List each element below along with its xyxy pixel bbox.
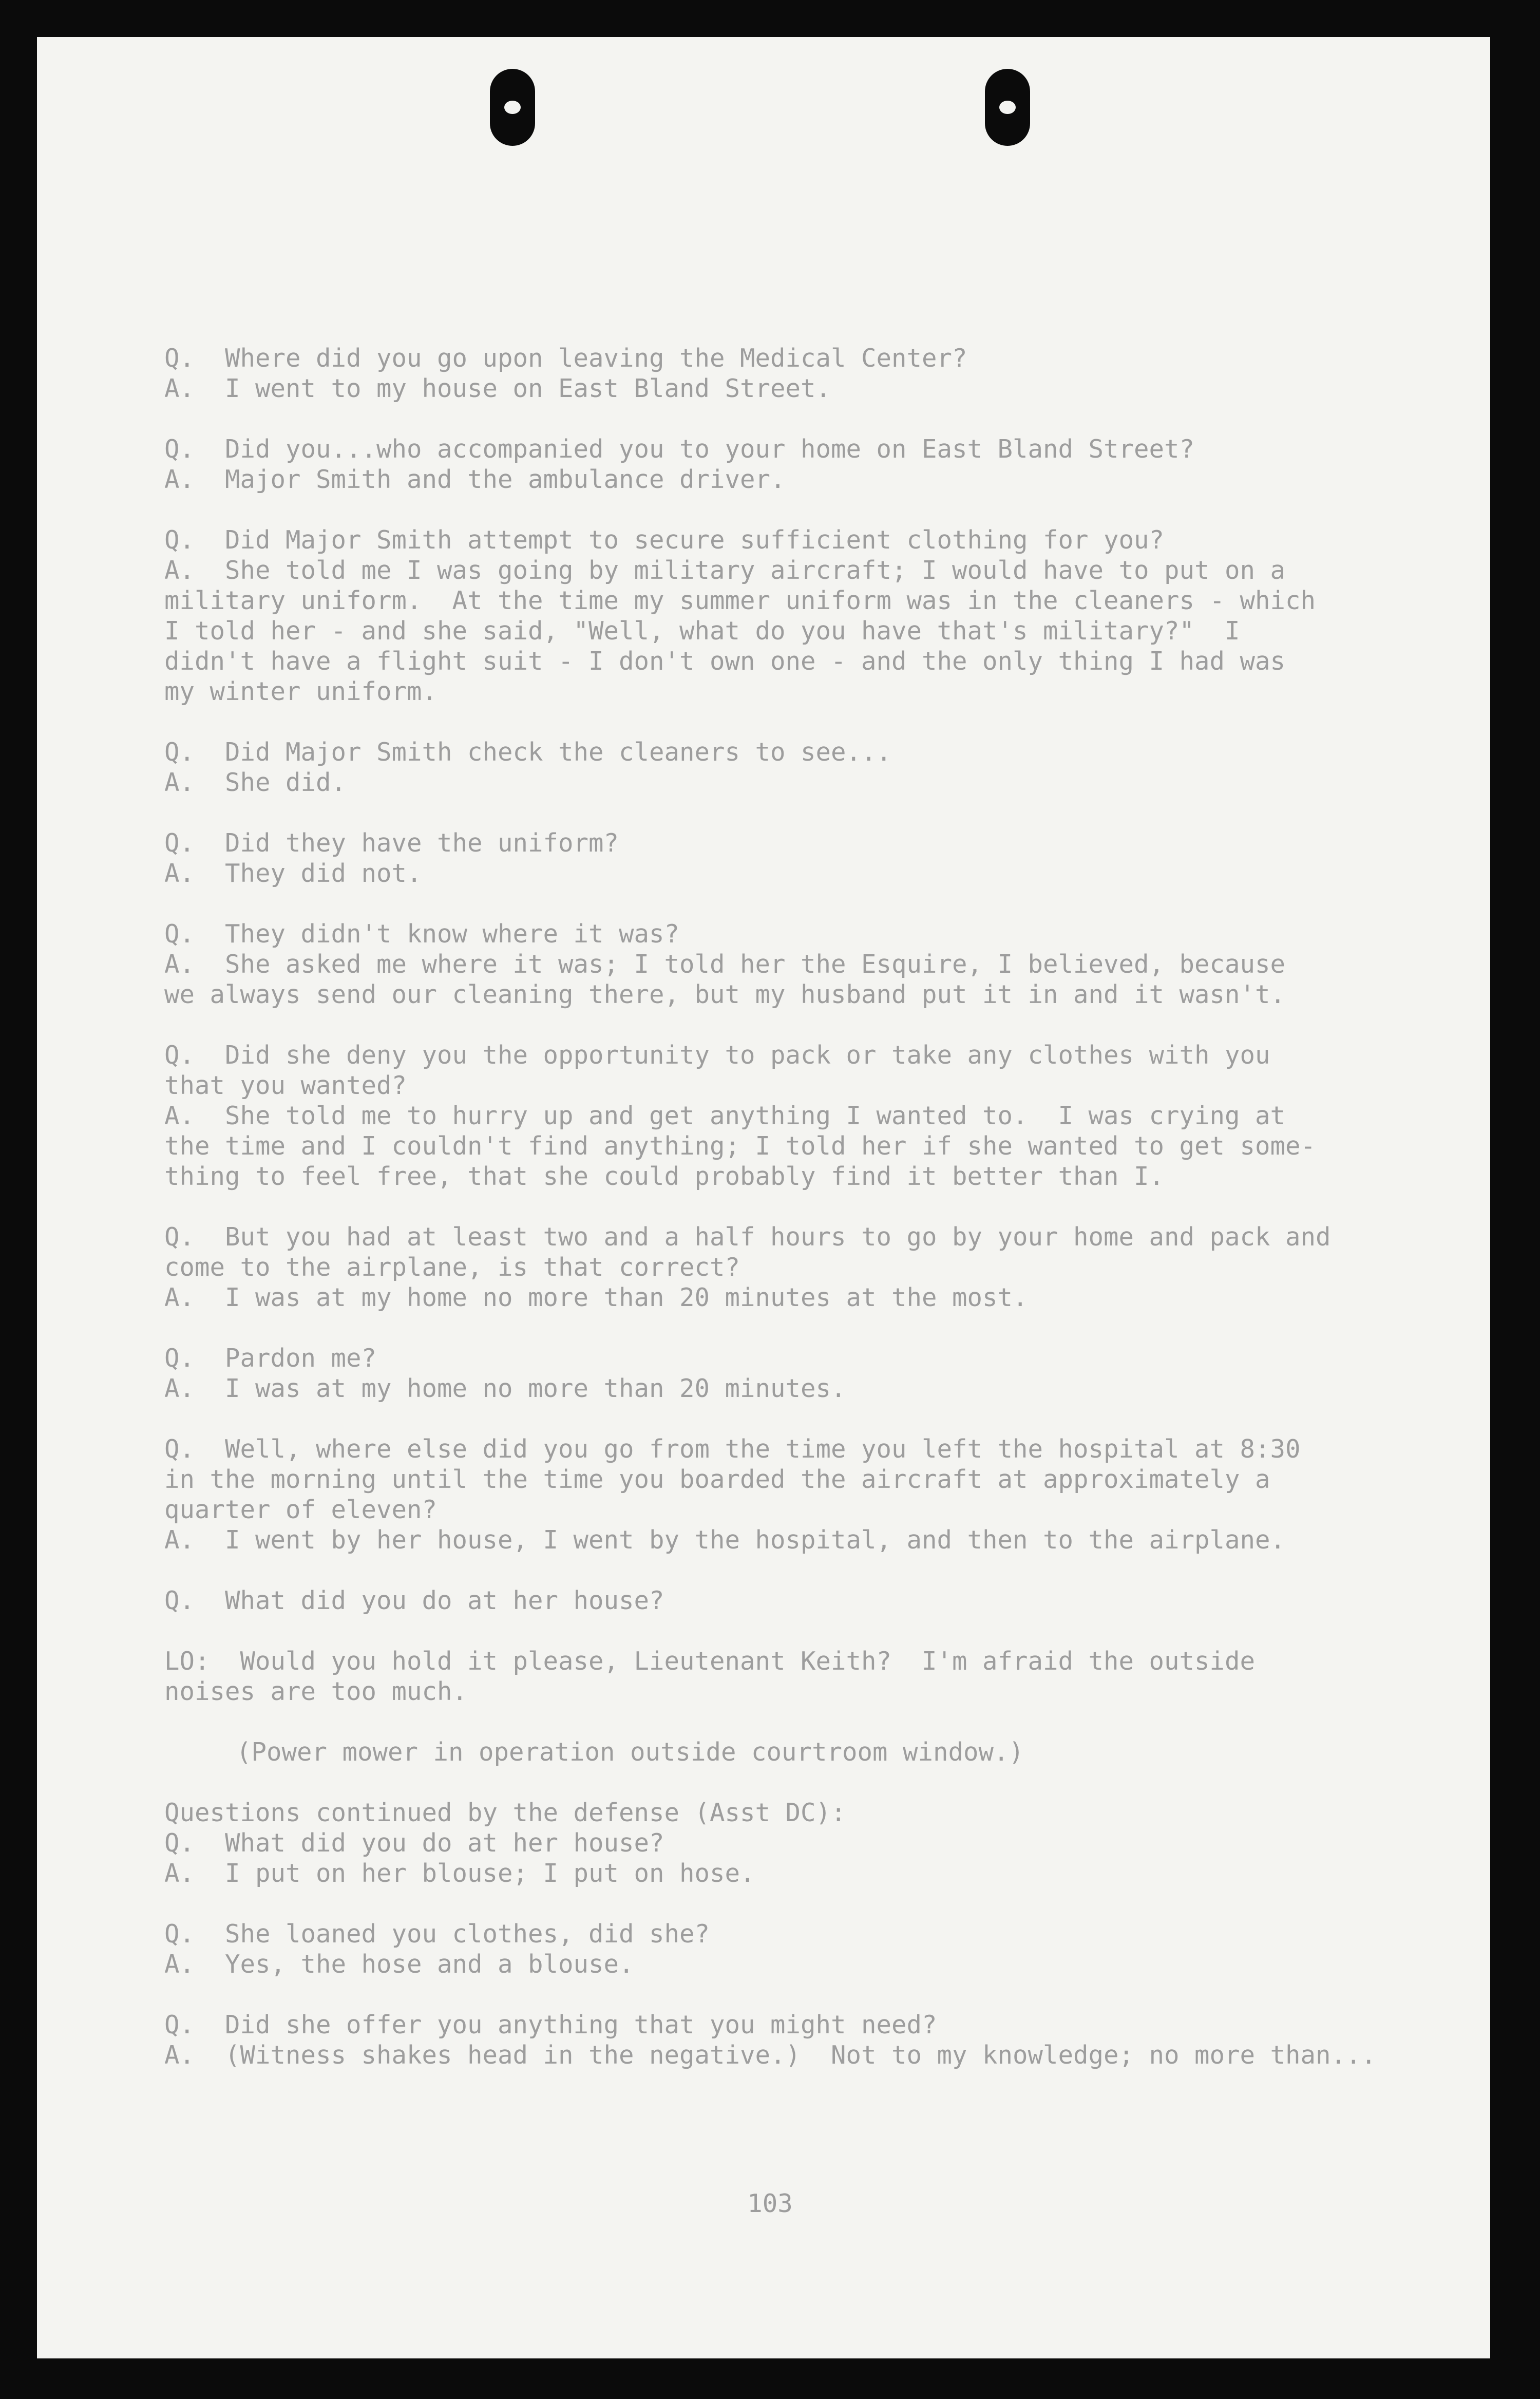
qa-block bbox=[164, 1919, 1376, 1979]
page-number: 103 bbox=[747, 2189, 793, 2218]
qa-block bbox=[164, 1737, 1376, 1767]
transcript-line: (Power mower in operation outside courtroom window.) bbox=[236, 1737, 1024, 1767]
transcript-line: A. I went to my house on East Bland Street. bbox=[164, 374, 831, 403]
transcript-line: thing to feel free, that she could probably find it better than I. bbox=[164, 1162, 1165, 1191]
transcript-line: that you wanted? bbox=[164, 1071, 407, 1100]
transcript-line: Q. Did they have the uniform? bbox=[164, 828, 619, 858]
transcript-line: Q. Did Major Smith check the cleaners to see... bbox=[164, 738, 892, 767]
transcript-line: didn't have a flight suit - I don't own one - and the only thing I had was bbox=[164, 647, 1286, 676]
transcript-line: Q. Did she offer you anything that you might need? bbox=[164, 2010, 937, 2039]
transcript-body bbox=[164, 343, 1376, 2101]
transcript-line: Q. Pardon me? bbox=[164, 1344, 377, 1373]
transcript-line: Q. What did you do at her house? bbox=[164, 1586, 664, 1615]
qa-block bbox=[164, 1040, 1376, 1192]
transcript-line: A. She told me I was going by military aircraft; I would have to put on a bbox=[164, 556, 1286, 585]
qa-block bbox=[164, 919, 1376, 1010]
transcript-line: military uniform. At the time my summer uniform was in the cleaners - which bbox=[164, 586, 1316, 615]
transcript-line: my winter uniform. bbox=[164, 677, 438, 706]
transcript-line: A. She did. bbox=[164, 768, 347, 797]
qa-block bbox=[164, 1798, 1376, 1888]
transcript-line: come to the airplane, is that correct? bbox=[164, 1253, 740, 1282]
transcript-line: I told her - and she said, "Well, what do you have that's military?" I bbox=[164, 616, 1240, 646]
transcript-line: Q. Did Major Smith attempt to secure sufficient clothing for you? bbox=[164, 525, 1165, 555]
transcript-line: A. I put on her blouse; I put on hose. bbox=[164, 1859, 755, 1888]
transcript-line: A. She told me to hurry up and get anything I wanted to. I was crying at bbox=[164, 1101, 1286, 1130]
transcript-line: Q. Well, where else did you go from the time you left the hospital at 8:30 bbox=[164, 1434, 1301, 1464]
transcript-line: noises are too much. bbox=[164, 1677, 468, 1706]
transcript-line: A. They did not. bbox=[164, 859, 422, 888]
punch-hole-right bbox=[985, 69, 1030, 146]
qa-block bbox=[164, 2010, 1376, 2070]
transcript-line: we always send our cleaning there, but my husband put it in and it wasn't. bbox=[164, 980, 1286, 1009]
qa-block bbox=[164, 1222, 1376, 1313]
qa-block bbox=[164, 828, 1376, 889]
qa-block bbox=[164, 343, 1376, 404]
transcript-line: Q. Did she deny you the opportunity to pack or take any clothes with you bbox=[164, 1041, 1270, 1070]
qa-block bbox=[164, 1434, 1376, 1555]
transcript-line: A. (Witness shakes head in the negative.) Not to my knowledge; no more than... bbox=[164, 2041, 1377, 2070]
transcript-line: Q. Where did you go upon leaving the Medical Center? bbox=[164, 344, 967, 373]
qa-block bbox=[164, 525, 1376, 707]
punch-hole-left bbox=[490, 69, 535, 146]
transcript-line: A. I was at my home no more than 20 minutes at the most. bbox=[164, 1283, 1028, 1312]
transcript-line: A. She asked me where it was; I told her the Esquire, I believed, because bbox=[164, 950, 1286, 979]
qa-block bbox=[164, 737, 1376, 798]
transcript-line: Q. Did you...who accompanied you to your home on East Bland Street? bbox=[164, 435, 1195, 464]
qa-block bbox=[164, 1585, 1376, 1616]
transcript-line: LO: Would you hold it please, Lieutenant Keith? I'm afraid the outside bbox=[164, 1647, 1256, 1676]
qa-block bbox=[164, 434, 1376, 495]
transcript-line: Questions continued by the defense (Asst DC): bbox=[164, 1798, 846, 1827]
transcript-line: A. I was at my home no more than 20 minutes. bbox=[164, 1374, 846, 1403]
transcript-line: Q. They didn't know where it was? bbox=[164, 919, 680, 949]
qa-block bbox=[164, 1343, 1376, 1404]
transcript-line: Q. What did you do at her house? bbox=[164, 1828, 664, 1858]
qa-block bbox=[164, 1646, 1376, 1707]
transcript-line: A. I went by her house, I went by the hospital, and then to the airplane. bbox=[164, 1525, 1286, 1555]
transcript-line: Q. But you had at least two and a half hours to go by your home and pack and bbox=[164, 1222, 1331, 1252]
transcript-line: the time and I couldn't find anything; I told her if she wanted to get some- bbox=[164, 1131, 1316, 1161]
transcript-line: A. Yes, the hose and a blouse. bbox=[164, 1950, 634, 1979]
transcript-line: in the morning until the time you boarded the aircraft at approximately a bbox=[164, 1465, 1270, 1494]
transcript-line: A. Major Smith and the ambulance driver. bbox=[164, 465, 786, 494]
transcript-line: quarter of eleven? bbox=[164, 1495, 438, 1524]
transcript-line: Q. She loaned you clothes, did she? bbox=[164, 1919, 710, 1949]
